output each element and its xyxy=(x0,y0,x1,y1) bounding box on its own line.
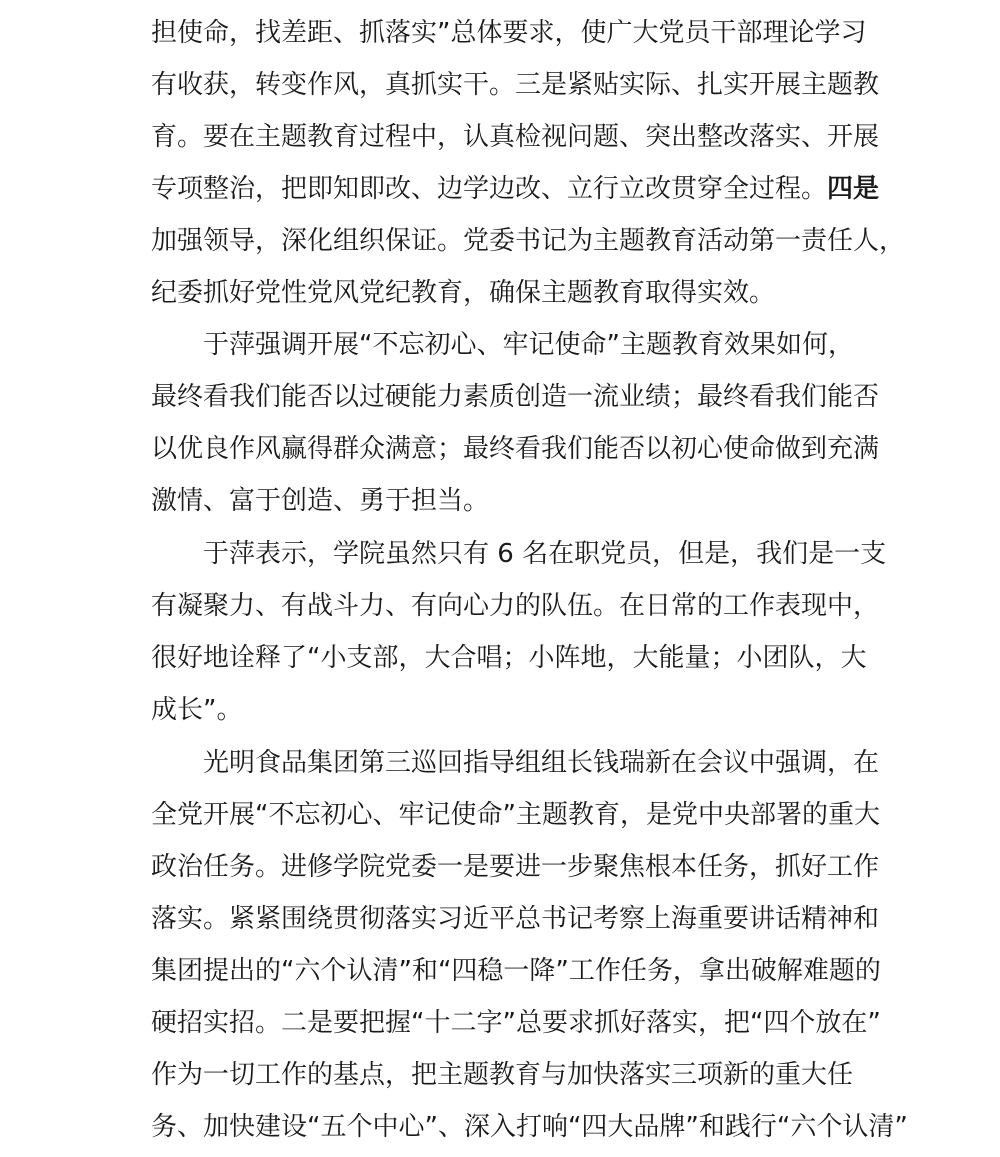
text-line: 有收获，转变作风，真抓实干。三是紧贴实际、扎实开展主题教 xyxy=(151,70,880,100)
text-fragment: 专项整治，把即知即改、边学边改、立行立改贯穿全过程。 xyxy=(151,174,828,204)
text-line: 集团提出的“六个认清”和“四稳一降”工作任务，拿出破解难题的 xyxy=(151,956,881,986)
text-line: 光明食品集团第三巡回指导组组长钱瑞新在会议中强调，在 xyxy=(203,748,880,778)
text-line: 作为一切工作的基点，把主题教育与加快落实三项新的重大任 xyxy=(151,1060,854,1090)
text-line xyxy=(151,169,880,209)
bold-fragment: 四是 xyxy=(827,174,880,204)
text-line: 务、加快建设“五个中心”、深入打响“四大品牌”和践行“六个认清” xyxy=(151,1112,908,1142)
text-line: 于萍强调开展“不忘初心、牢记使命”主题教育效果如何， xyxy=(203,330,854,360)
text-line: 以优良作风赢得群众满意；最终看我们能否以初心使命做到充满 xyxy=(151,434,880,464)
text-line: 激情、富于创造、勇于担当。 xyxy=(151,486,490,516)
text-line: 于萍表示，学院虽然只有 6 名在职党员，但是，我们是一支 xyxy=(203,539,887,569)
text-line: 成长”。 xyxy=(151,695,243,725)
text-line: 政治任务。进修学院党委一是要进一步聚焦根本任务，抓好工作 xyxy=(151,852,880,882)
text-line: 育。要在主题教育过程中，认真检视问题、突出整改落实、开展 xyxy=(151,122,880,152)
text-line: 纪委抓好党性党风党纪教育，确保主题教育取得实效。 xyxy=(151,278,776,308)
text-line: 很好地诠释了“小支部，大合唱；小阵地，大能量；小团队，大 xyxy=(151,643,867,673)
text-line: 加强领导，深化组织保证。党委书记为主题教育活动第一责任人， xyxy=(151,226,906,256)
text-line: 全党开展“不忘初心、牢记使命”主题教育，是党中央部署的重大 xyxy=(151,800,880,830)
text-line: 硬招实招。二是要把握“十二字”总要求抓好落实，把“四个放在” xyxy=(151,1008,881,1038)
text-line: 落实。紧紧围绕贯彻落实习近平总书记考察上海重要讲话精神和 xyxy=(151,904,880,934)
text-line: 担使命，找差距、抓落实”总体要求，使广大党员干部理论学习 xyxy=(151,18,867,48)
text-line: 有凝聚力、有战斗力、有向心力的队伍。在日常的工作表现中， xyxy=(151,591,880,621)
text-line: 最终看我们能否以过硬能力素质创造一流业绩；最终看我们能否 xyxy=(151,382,880,412)
